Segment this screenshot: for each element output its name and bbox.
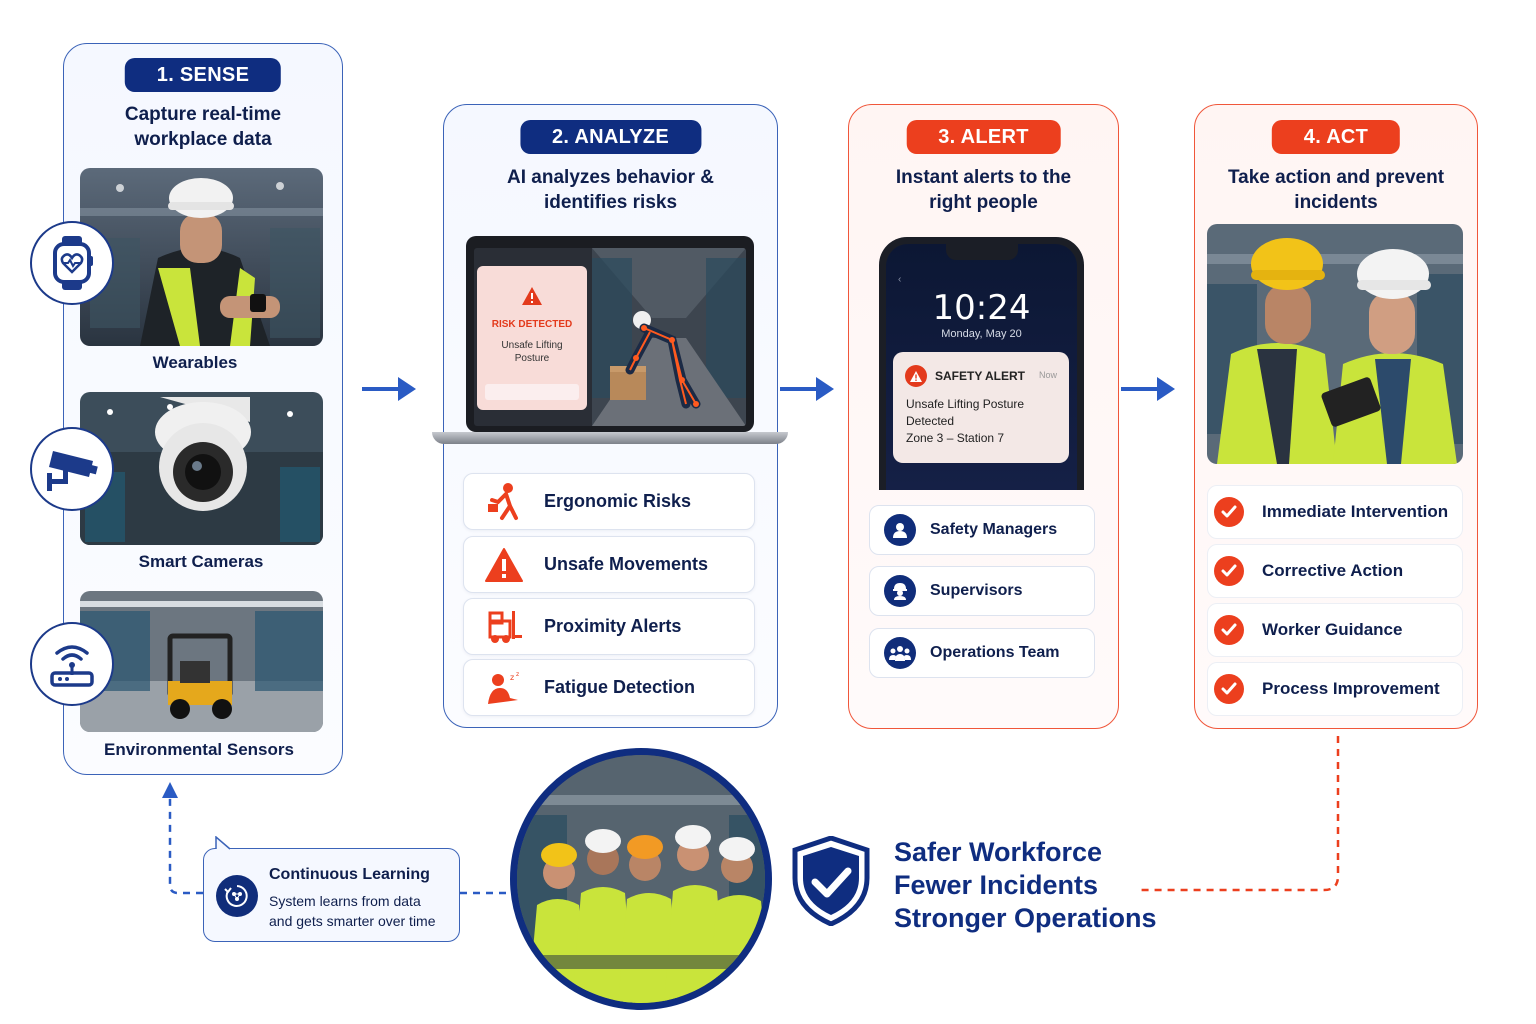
fatigue-detection-item[interactable]: z z Fatigue Detection [463,659,755,716]
ergonomic-risks-item[interactable]: Ergonomic Risks [463,473,755,530]
alert-subtitle: Instant alerts to the right people [895,167,1072,213]
svg-text:z: z [516,670,520,678]
operations-team-item[interactable]: Operations Team [869,628,1095,678]
supervisors-item[interactable]: Supervisors [869,566,1095,616]
outcome-line1: Safer Workforce [894,837,1103,867]
continuous-learning-card [203,848,460,942]
outcomes-text [894,836,1157,935]
notif-line2: Detected [906,414,955,428]
ai-brain-icon [224,883,250,909]
team-photo-circle [510,748,772,1010]
notif-when: Now [1038,370,1057,380]
svg-text:z: z [510,672,515,682]
shield-check-icon [792,836,870,926]
alert-badge: 3. ALERT [906,120,1061,154]
act-badge: 4. ACT [1272,120,1400,154]
risk-line2: Posture [514,353,550,364]
analyze-badge: 2. ANALYZE [520,120,701,154]
learning-title: Continuous Learning [269,866,430,883]
notif-line1: Unsafe Lifting Posture [906,397,1025,411]
worker-guidance-item[interactable]: Worker Guidance [1207,603,1463,657]
learning-icon-circle [216,875,258,917]
sense-subtitle: Capture real-time workplace data [124,104,282,150]
risk-line1: Unsafe Lifting [501,340,563,351]
safety-managers-item[interactable]: Safety Managers [869,505,1095,555]
corrective-action-item[interactable]: Corrective Action [1207,544,1463,598]
environmental-sensors-caption: Environmental Sensors [104,740,294,759]
notif-title: SAFETY ALERT [935,369,1026,383]
act-subtitle: Take action and prevent incidents [1227,167,1445,213]
wearables-caption: Wearables [152,353,238,372]
risk-status: RISK DETECTED [491,319,573,330]
notif-line3: Zone 3 – Station 7 [906,431,1005,445]
learning-desc: System learns from data and gets smarter over time [269,893,436,929]
immediate-intervention-item[interactable]: Immediate Intervention [1207,485,1463,539]
process-improvement-item[interactable]: Process Improvement [1207,662,1463,716]
sense-badge: 1. SENSE [125,58,281,92]
learning-bubble-tail [214,836,234,850]
analyze-subtitle: AI analyzes behavior & identifies risks [507,167,714,213]
back-chevron-icon[interactable]: ‹ [898,274,902,285]
smart-cameras-caption: Smart Cameras [138,552,264,571]
outcome-line3: Stronger Operations [894,903,1157,933]
proximity-alerts-item[interactable]: Proximity Alerts [463,598,755,655]
outcome-line2: Fewer Incidents [894,870,1099,900]
lock-date: Monday, May 20 [941,328,1022,340]
lock-time: 10:24 [932,288,1031,328]
unsafe-movements-item[interactable]: Unsafe Movements [463,536,755,593]
